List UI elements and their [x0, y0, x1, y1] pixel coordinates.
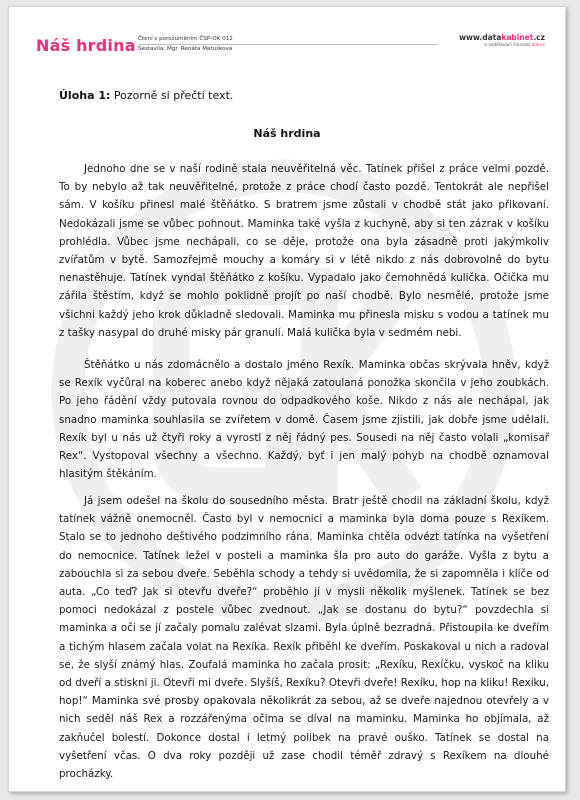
site-tagline-accent: online [531, 43, 545, 48]
document-page [8, 6, 566, 792]
worksheet-code: Čtení s porozuměním ČSP-OK 012 [138, 35, 438, 45]
site-url-suffix: .cz [533, 33, 545, 42]
story-paragraph-2: Štěňátko u nás zdomácnělo a dostalo jméno Rexík. Maminka občas skrývala hněv, když se Rexík vyčůral na koberec anebo když nějaká zatoulaná ponožka skončila v jeho zoubkách. Po jeho řádění vždy putovala rovnou do odpadkového koše. Nikdo z nás ale nechápal, jak snadno maminka souhlasila se zvířetem v domě. Časem jsme zjistili, jak dobře jsme udělali. Rexík byl u nás už čtyři roky a vyrostl z něj řádný pes. Sousedi na něj často volali „komisař Rex“. Vystopoval všechny a všechno. Každý, byť i jen malý pohyb na chodbě oznamoval hlasitým štěkáním. [59, 359, 549, 481]
site-branding [459, 33, 545, 48]
site-tagline [459, 43, 545, 48]
task-text: Pozorně si přečtí text. [110, 89, 234, 102]
story-paragraph-1: Jednoho dne se v naší rodině stala neuvěřitelná věc. Tatínek přišel z práce velmi pozdě. To by nebylo až tak neuvěřitelné, protože z práce chodí často pozdě. Tentokrát ale nepřišel sám. V košíku přinesl malé štěňátko. S bratrem jsme zůstali v chodbě stát jako přikovaní. Nedokázali jsme se vůbec pohnout. Maminka také vyšla z kuchyně, aby si ten zázrak v košíku prohlédla. Vůbec jsme nechápali, co se děje, protože ona byla zásadně proti jakýmkoliv zvířatům v bytě. Samozřejmě mouchy a komáry si v létě nikdo z nás dobrovolně do bytu nenastěhuje. Tatínek vyndal štěňátko z košíku. Vypadalo jako černohnědá kulička. Očička mu zářila štěstím, když se mohlo poklidně projít po naší chodbě. Bylo nesmělé, protože jsme všichni každý jeho krok důkladně sledovali. Maminka mu přinesla misku s vodou a tatínek mu z tašky nasypal do druhé misky pár granulí. Malá kulička byla v sedmém nebi. [59, 163, 549, 339]
site-url-accent: kabinet [501, 33, 534, 42]
worksheet-author: Sestavila: Mgr. Renáta Matušková [138, 46, 233, 52]
brand-title: Náš hrdina [36, 36, 136, 55]
task-instruction [59, 89, 233, 102]
task-label: Úloha 1: [59, 89, 111, 102]
site-url-prefix: www.data [459, 33, 502, 42]
site-url[interactable] [459, 33, 545, 42]
story-paragraph-3: Já jsem odešel na školu do sousedního města. Bratr ještě chodil na základní školu, když tatínek vážně onemocněl. Často byl v nemocnici a maminka byla doma pouze s Rexíkem. Stalo se to jednoho deštivého podzimního rána. Maminka chtěla odvézt tatínka na vyšetření do nemocnice. Tatínek ležel v posteli a maminka šla pro auto do garáže. Vyšla z bytu a zabouchla si za sebou dveře. Seběhla schody a tehdy si uvědomila, že si zapomněla i klíče od auta. „Co teď? Jak si otevřu dveře?“ proběhlo jí v mysli několik myšlenek. Tatínek se bez pomoci nedokázal z postele vůbec zvednout. „Jak se dostanu do bytu?“ povzdechla si maminka a oči se jí začaly pomalu zalévat slzami. Byla úplně bezradná. Přistoupila ke dveřím a tichým hlasem začala volat na Rexíka. Rexík přiběhl ke dveřím. Poskakoval u nich a radoval se, že slyší známý hlas. Zoufalá maminka ho začala prosit: „Rexíku, Rexíčku, vyskoč na kliku od dveří a stiskni ji. Otevři mi dveře. Slyšíš, Rexíku? Otevři dveře! Rexíku, hop na kliku! Rexíku, hop!“ Maminka své prosby opakovala několikrát za sebou, až se dveře najednou otevřely a v nich seděl náš Rex a rozzářenýma očima se díval na maminku. Maminka ho objímala, až zakňučel bolestí. Dokonce dostal i letmý polibek na pravé ouško. Tatínek se dostal na vyšetření včas. O dva roky později už zase chodil téměř zdravý s Rexíkem na dlouhé procházky. [59, 495, 549, 781]
worksheet-meta [138, 35, 438, 54]
site-tagline-prefix: o vzdělávací činnosti [484, 43, 532, 48]
page-header [36, 32, 545, 66]
story-title: Náš hrdina [253, 127, 321, 140]
